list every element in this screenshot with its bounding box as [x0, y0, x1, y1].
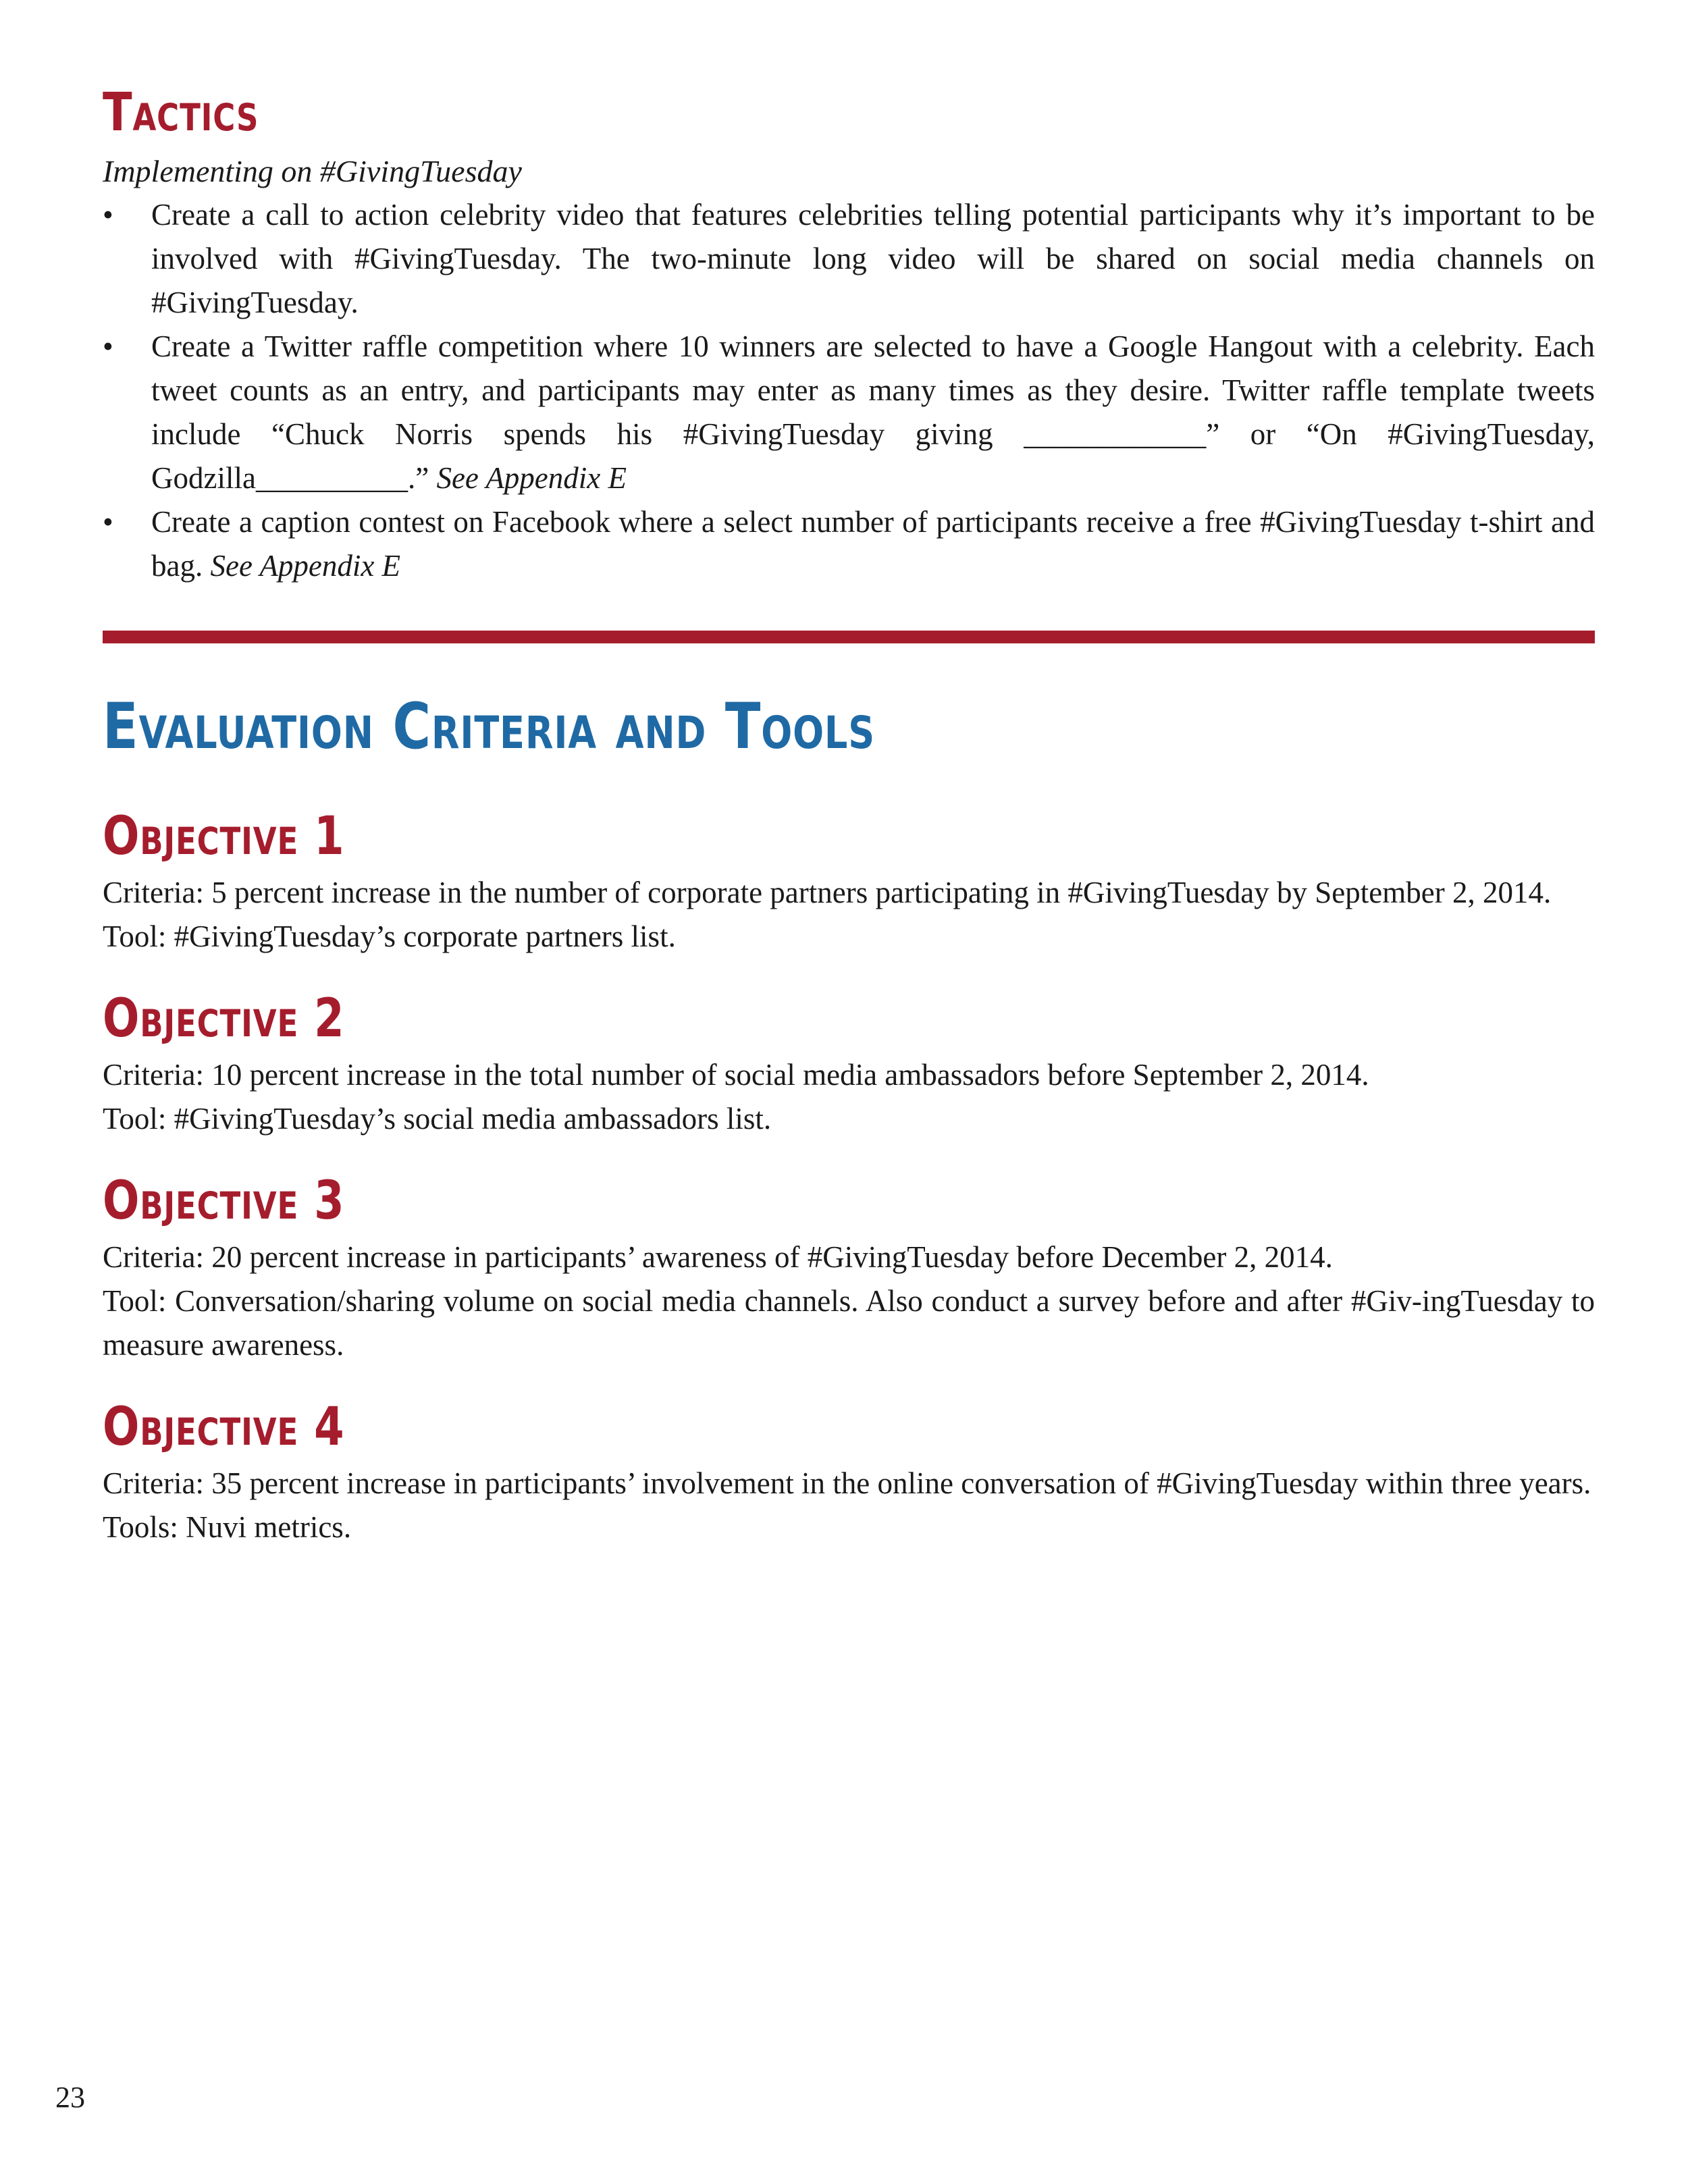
objective-block-2	[103, 988, 1595, 1141]
objective-tool: Tool: #GivingTuesday’s social media ambassadors list.	[103, 1102, 772, 1136]
objective-criteria: Criteria: 35 percent increase in participants’ involvement in the online conversation of #GivingTuesday within three years.	[103, 1466, 1591, 1500]
objective-block-1	[103, 806, 1595, 959]
tactic-bullet-2	[103, 325, 1595, 500]
appendix-reference: See Appendix E	[436, 461, 627, 495]
objective-criteria: Criteria: 20 percent increase in participants’ awareness of #GivingTuesday before December 2, 2014.	[103, 1240, 1333, 1274]
tactic-text: Create a call to action celebrity video that features celebrities telling potential participants why it’s important to be involved with #GivingTuesday. The two-minute long video will be shared on social media channels on #GivingTuesday.	[151, 198, 1595, 319]
bullet-icon: •	[103, 329, 113, 363]
evaluation-heading: Evaluation Criteria and Tools	[103, 690, 876, 764]
tactics-subtitle: Implementing on #GivingTuesday	[103, 154, 522, 188]
section-divider	[103, 631, 1595, 643]
tactic-text: Create a Twitter raffle competition where 10 winners are selected to have a Google Hangout with a celebrity. Each tweet counts as an entry, and participants may enter as many times as they desire. Twitter raffle template tweets include “Chuck Norris spends his #GivingTuesday giving ____________” or “On #GivingTuesday, Godzilla__________.”	[151, 329, 1595, 495]
tactic-text: Create a caption contest on Facebook where a select number of participants receive a free #GivingTuesday t-shirt and bag.	[151, 505, 1595, 583]
evaluation-section	[103, 690, 1595, 1549]
appendix-reference: See Appendix E	[210, 549, 401, 583]
objective-heading: Objective 4	[103, 1397, 345, 1458]
objective-heading: Objective 2	[103, 988, 345, 1049]
page-number: 23	[55, 2081, 85, 2114]
bullet-icon: •	[103, 505, 113, 539]
tactics-heading: Tactics	[103, 82, 259, 143]
objective-tool: Tools: Nuvi metrics.	[103, 1510, 352, 1544]
objective-heading: Objective 3	[103, 1171, 345, 1231]
tactics-bullet-list	[103, 193, 1595, 588]
tactic-bullet-1	[103, 193, 1595, 325]
objective-tool: Tool: Conversation/sharing volume on social media channels. Also conduct a survey before and after #Giv-ingTuesday to measure awareness.	[103, 1284, 1595, 1362]
tactics-section	[103, 82, 1595, 588]
objective-criteria: Criteria: 10 percent increase in the total number of social media ambassadors before September 2, 2014.	[103, 1058, 1369, 1092]
objective-tool: Tool: #GivingTuesday’s corporate partners list.	[103, 920, 676, 953]
objective-block-3	[103, 1171, 1595, 1367]
objective-heading: Objective 1	[103, 806, 345, 867]
objective-block-4	[103, 1397, 1595, 1549]
tactic-bullet-3	[103, 500, 1595, 588]
bullet-icon: •	[103, 198, 113, 232]
objective-criteria: Criteria: 5 percent increase in the number of corporate partners participating in #GivingTuesday by September 2, 2014.	[103, 876, 1552, 909]
